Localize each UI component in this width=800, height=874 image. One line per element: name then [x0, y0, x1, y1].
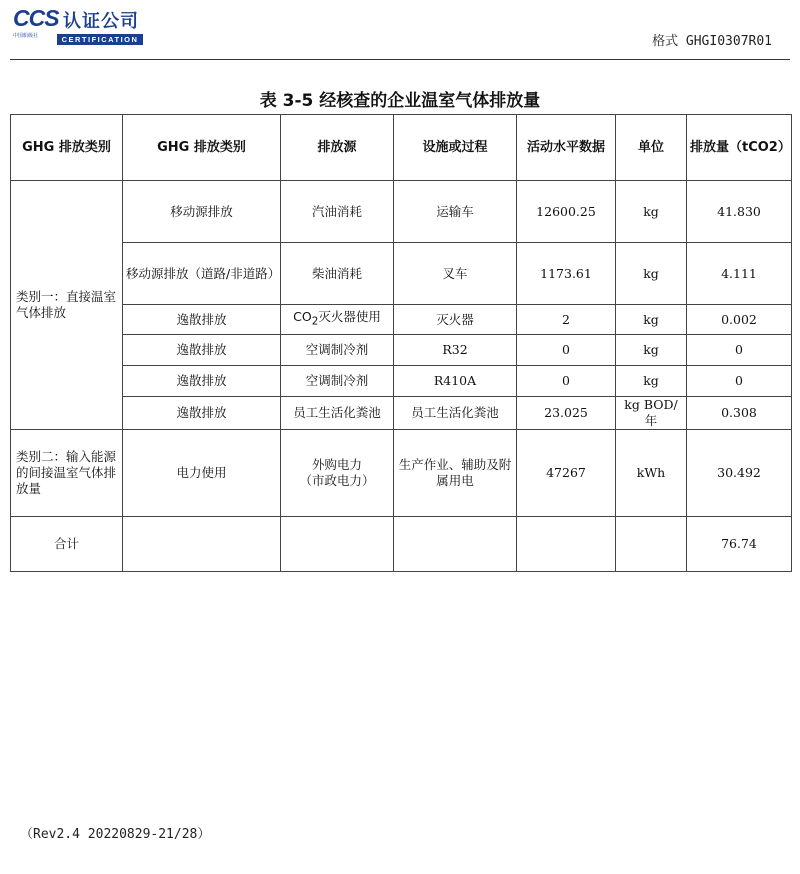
category-indirect: 类别二：输入能源的间接温室气体排放量: [11, 430, 123, 517]
cell-emission: 0.002: [687, 305, 792, 335]
cell-emission: 30.492: [687, 430, 792, 517]
table-row: [11, 335, 792, 366]
total-emission: 76.74: [687, 517, 792, 572]
cell-facility: 员工生活化粪池: [394, 397, 517, 430]
source-main: 外购电力: [311, 457, 362, 472]
table-row: [11, 366, 792, 397]
empty-cell: [616, 517, 687, 572]
col-header-activity: 活动水平数据: [517, 115, 616, 181]
cell-facility: 灭火器: [394, 305, 517, 335]
table-row: [11, 243, 792, 305]
logo-ccs-text: CCS: [13, 5, 59, 31]
cell-unit: kg: [616, 243, 687, 305]
cell-unit: kg: [616, 181, 687, 243]
format-code: 格式 GHGI0307R01: [652, 34, 772, 49]
empty-cell: [281, 517, 394, 572]
table-row: [11, 397, 792, 430]
cell-emission: 0: [687, 335, 792, 366]
page-header: [0, 0, 800, 62]
col-header-category: GHG 排放类别: [11, 115, 123, 181]
ccs-logo: [13, 5, 143, 43]
cell-activity: 12600.25: [517, 181, 616, 243]
co2-subscript: 2: [311, 315, 319, 328]
table-row: [11, 430, 792, 517]
cell-unit: kg: [616, 335, 687, 366]
emissions-table: [10, 114, 792, 572]
cell-source: [281, 430, 394, 517]
cell-type: 电力使用: [123, 430, 281, 517]
cell-activity: 0: [517, 335, 616, 366]
category-direct: 类别一：直接温室气体排放: [11, 181, 123, 430]
cell-type: 逸散排放: [123, 397, 281, 430]
table-row: [11, 181, 792, 243]
col-header-source: 排放源: [281, 115, 394, 181]
cell-facility: R32: [394, 335, 517, 366]
header-divider: [10, 59, 790, 60]
empty-cell: [394, 517, 517, 572]
cell-source: 汽油消耗: [281, 181, 394, 243]
cell-facility: 运输车: [394, 181, 517, 243]
co2-text: CO: [293, 309, 312, 325]
cell-facility: R410A: [394, 366, 517, 397]
cell-activity: 47267: [517, 430, 616, 517]
cell-emission: 41.830: [687, 181, 792, 243]
cell-activity: 23.025: [517, 397, 616, 430]
cell-emission: 4.111: [687, 243, 792, 305]
cell-activity: 1173.61: [517, 243, 616, 305]
cell-type: 移动源排放: [123, 181, 281, 243]
cell-facility: 生产作业、辅助及附属用电: [394, 430, 517, 517]
cell-emission: 0.308: [687, 397, 792, 430]
cell-activity: 2: [517, 305, 616, 335]
revision-footer: （Rev2.4 20220829-21/28）: [20, 827, 211, 842]
cell-source: 柴油消耗: [281, 243, 394, 305]
cell-source: 员工生活化粪池: [281, 397, 394, 430]
cell-activity: 0: [517, 366, 616, 397]
col-header-facility: 设施或过程: [394, 115, 517, 181]
table-row: [11, 305, 792, 335]
cell-type: 逸散排放: [123, 305, 281, 335]
empty-cell: [517, 517, 616, 572]
table-title: 表 3-5 经核查的企业温室气体排放量: [259, 91, 541, 111]
col-header-unit: 单位: [616, 115, 687, 181]
cell-type: 逸散排放: [123, 366, 281, 397]
source-note: （市政电力）: [299, 473, 375, 488]
logo-small-text: 中国船级社: [13, 33, 39, 39]
cell-unit: kWh: [616, 430, 687, 517]
col-header-type: GHG 排放类别: [123, 115, 281, 181]
cell-facility: 叉车: [394, 243, 517, 305]
cell-type: 逸散排放: [123, 335, 281, 366]
cell-emission: 0: [687, 366, 792, 397]
col-header-emission: 排放量（tCO2）: [687, 115, 792, 181]
cell-source: 空调制冷剂: [281, 335, 394, 366]
cell-source: [281, 305, 394, 335]
logo-cn-text: 认证公司: [63, 11, 139, 32]
cell-source: 空调制冷剂: [281, 366, 394, 397]
source-suffix: 灭火器使用: [318, 309, 381, 325]
cell-unit: kg BOD/年: [616, 397, 687, 430]
cell-type: 移动源排放（道路/非道路）: [123, 243, 281, 305]
cell-unit: kg: [616, 366, 687, 397]
cell-unit: kg: [616, 305, 687, 335]
empty-cell: [123, 517, 281, 572]
total-row: [11, 517, 792, 572]
logo-certification-bar: CERTIFICATION: [57, 34, 143, 45]
table-header-row: [11, 115, 792, 181]
total-label: 合计: [11, 517, 123, 572]
